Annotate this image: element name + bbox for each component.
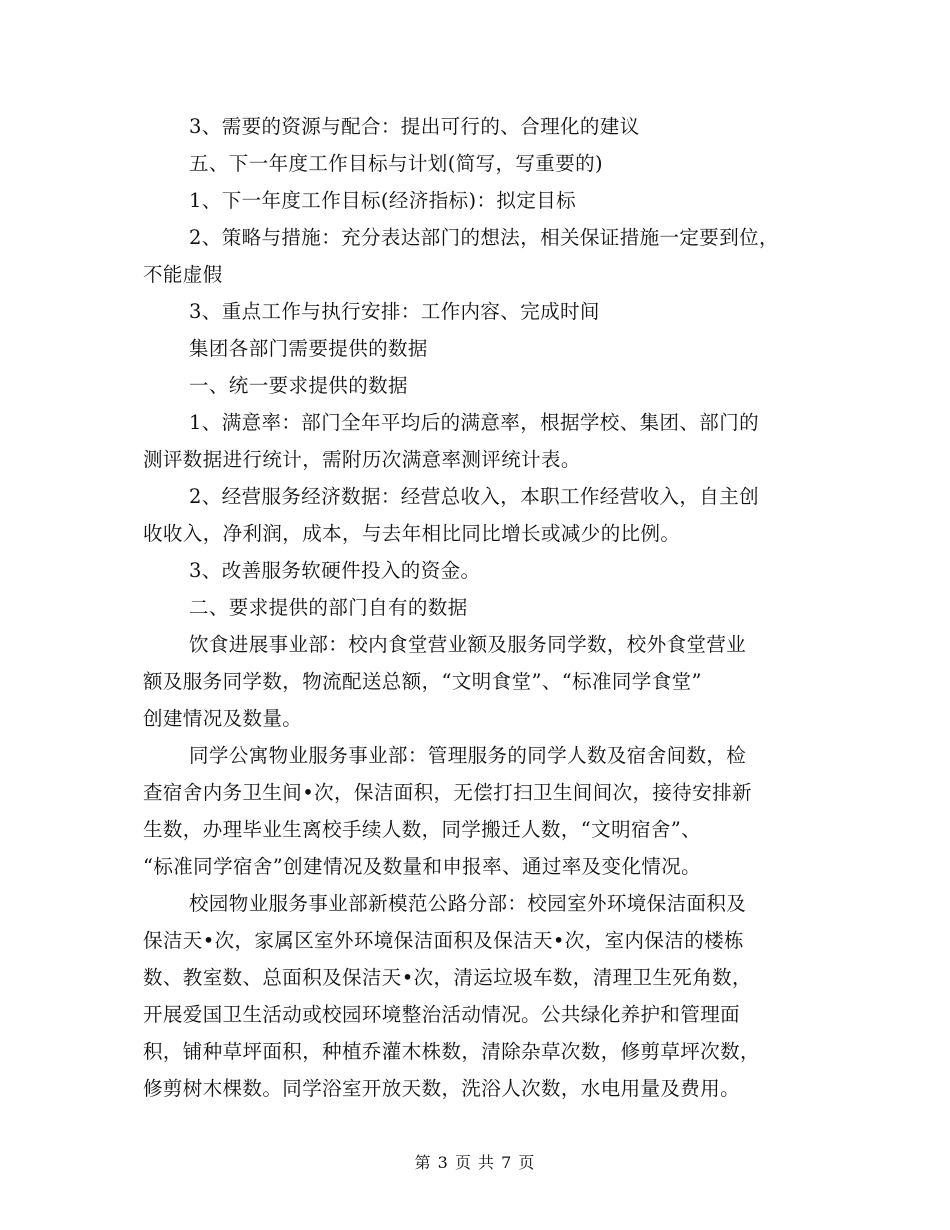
paragraph-line: 3、需要的资源与配合：提出可行的、合理化的建议 bbox=[189, 115, 640, 138]
section-heading: 二、要求提供的部门自有的数据 bbox=[189, 596, 468, 619]
paragraph-line: 查宿舍内务卫生间•次，保洁面积，无偿打扫卫生间间次，接待安排新 bbox=[143, 781, 752, 804]
paragraph-line: 保洁天•次，家属区室外环境保洁面积及保洁天•次，室内保洁的楼栋 bbox=[143, 929, 744, 952]
paragraph-line: 同学公寓物业服务事业部：管理服务的同学人数及宿舍间数，检 bbox=[189, 744, 747, 767]
paragraph-line: 创建情况及数量。 bbox=[143, 707, 303, 730]
paragraph-line: 生数，办理毕业生离校手续人数，同学搬迁人数，“文明宿舍”、 bbox=[143, 818, 702, 841]
paragraph-line: 不能虚假 bbox=[143, 263, 223, 286]
paragraph-line: 开展爱国卫生活动或校园环境整治活动情况。公共绿化养护和管理面 bbox=[143, 1003, 741, 1026]
paragraph-line: 2、经营服务经济数据：经营总收入，本职工作经营收入，自主创 bbox=[189, 485, 760, 508]
paragraph-line: 修剪树木棵数。同学浴室开放天数，洗浴人次数，水电用量及费用。 bbox=[143, 1077, 741, 1100]
paragraph-line: 数、教室数、总面积及保洁天•次，清运垃圾车数，清理卫生死角数， bbox=[143, 966, 752, 989]
paragraph-line: 3、重点工作与执行安排：工作内容、完成时间 bbox=[189, 300, 600, 323]
paragraph-line: 1、满意率：部门全年平均后的满意率，根据学校、集团、部门的 bbox=[189, 411, 760, 434]
paragraph-line: 额及服务同学数，物流配送总额，“文明食堂”、“标准同学食堂” bbox=[143, 670, 702, 693]
paragraph-line: 校园物业服务事业部新模范公路分部：校园室外环境保洁面积及 bbox=[189, 892, 747, 915]
paragraph-line: “标准同学宿舍”创建情况及数量和申报率、通过率及变化情况。 bbox=[143, 855, 702, 878]
section-heading: 一、统一要求提供的数据 bbox=[189, 374, 408, 397]
section-heading: 五、下一年度工作目标与计划(简写，写重要的) bbox=[189, 152, 604, 175]
paragraph-line: 1、下一年度工作目标(经济指标)：拟定目标 bbox=[189, 189, 577, 212]
paragraph-line: 饮食进展事业部：校内食堂营业额及服务同学数，校外食堂营业 bbox=[189, 633, 747, 656]
section-heading: 集团各部门需要提供的数据 bbox=[189, 337, 428, 360]
paragraph-line: 测评数据进行统计，需附历次满意率测评统计表。 bbox=[143, 448, 581, 471]
paragraph-line: 积，铺种草坪面积，种植乔灌木株数，清除杂草次数，修剪草坪次数， bbox=[143, 1040, 760, 1063]
paragraph-line: 2、策略与措施：充分表达部门的想法，相关保证措施一定要到位， bbox=[189, 226, 779, 249]
paragraph-line: 收收入，净利润，成本，与去年相比同比增长或减少的比例。 bbox=[143, 522, 681, 545]
page-number-footer: 第 3 页 共 7 页 bbox=[414, 1153, 536, 1172]
paragraph-line: 3、改善服务软硬件投入的资金。 bbox=[189, 559, 481, 582]
document-body bbox=[143, 108, 808, 1107]
